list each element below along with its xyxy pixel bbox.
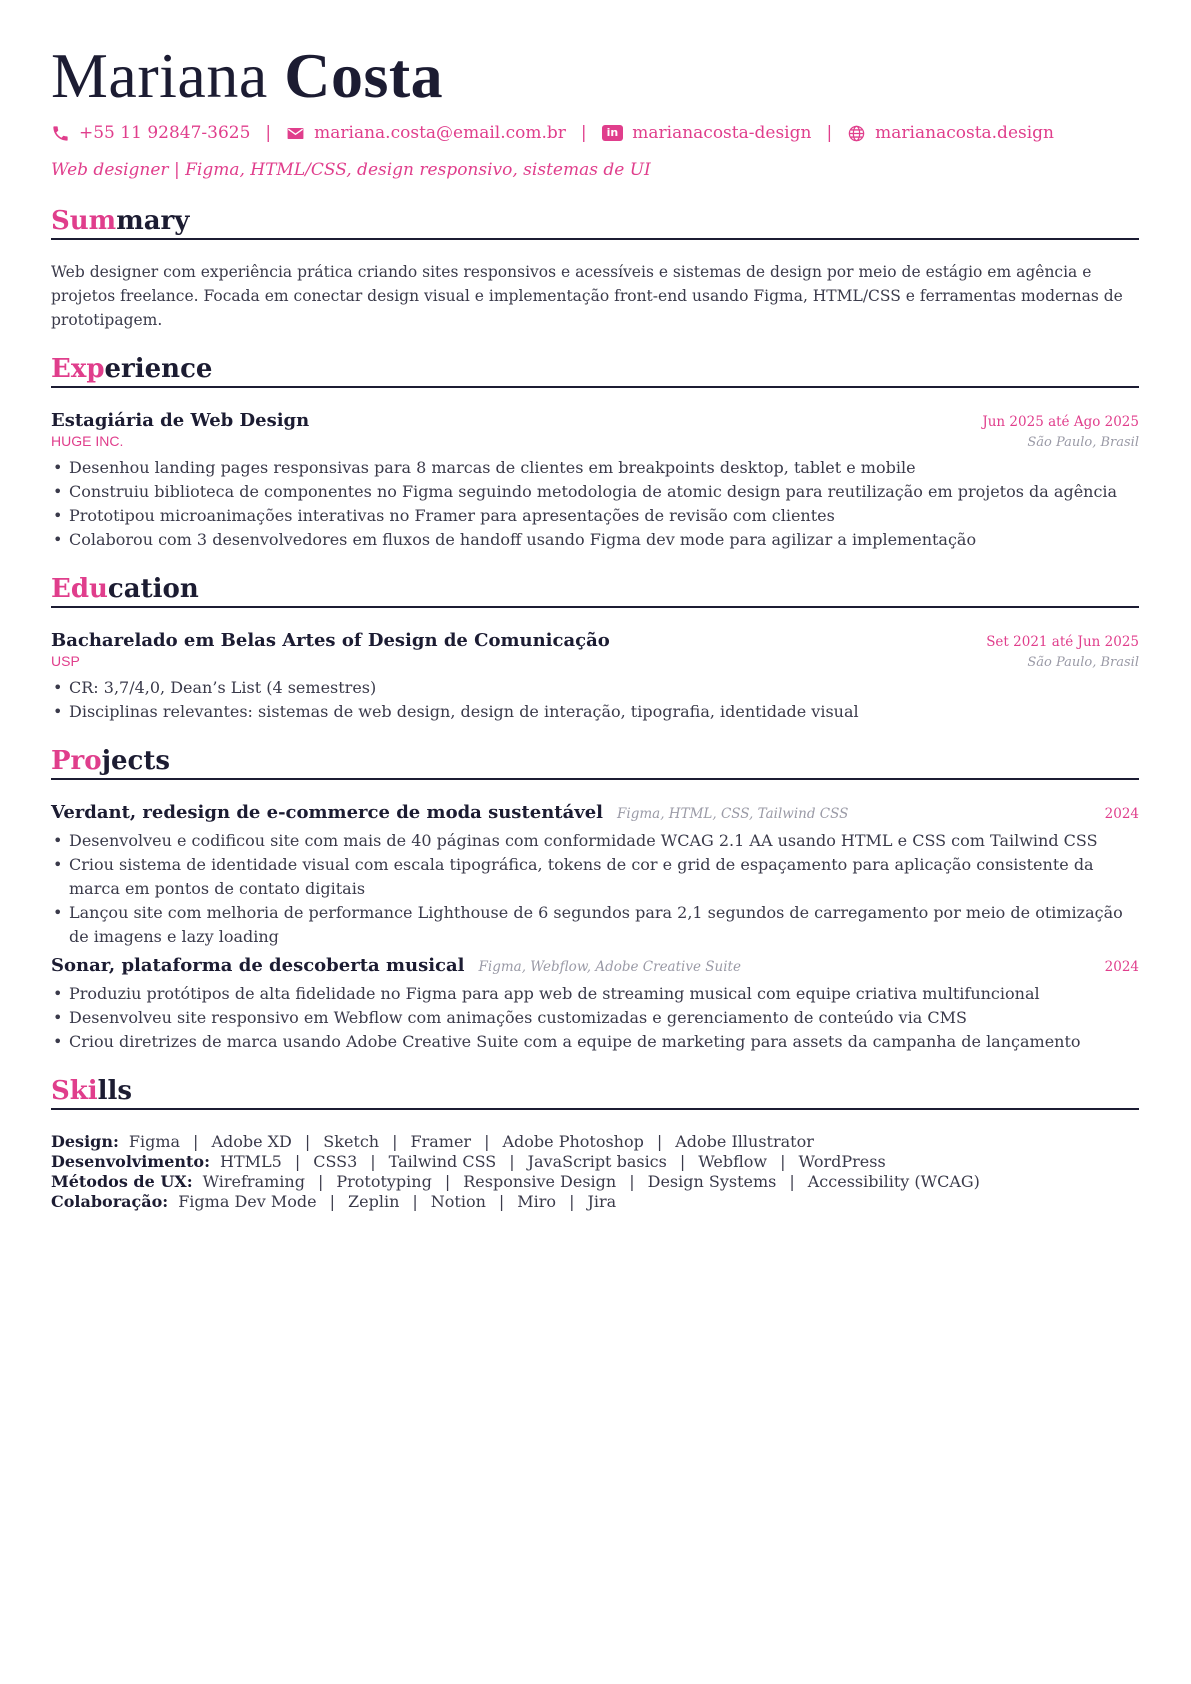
project-name: Sonar, plataforma de descoberta musical: [51, 955, 465, 976]
skill-separator: |: [392, 1132, 398, 1151]
list-item: • Desenhou landing pages responsivas para 8 marcas de clientes em breakpoints desktop, tablet e mobile: [51, 456, 1139, 480]
skill-item: Zeplin: [348, 1192, 400, 1211]
contact-website[interactable]: [847, 123, 1054, 143]
first-name: Mariana: [51, 40, 268, 111]
skill-item: Adobe Illustrator: [675, 1132, 814, 1151]
education-entry: [51, 630, 1139, 724]
globe-icon: [847, 124, 866, 143]
phone-text: +55 11 92847-3625: [79, 123, 251, 143]
section-title-experience: [51, 352, 1139, 388]
skill-item: Adobe Photoshop: [502, 1132, 644, 1151]
last-name: Costa: [284, 40, 444, 111]
section-title-summary: [51, 204, 1139, 240]
list-item: • Criou diretrizes de marca usando Adobe Creative Suite com a equipe de marketing para assets da campanha de lançamento: [51, 1030, 1139, 1054]
title-accent: Pro: [51, 746, 102, 776]
skill-category: Desenvolvimento:: [51, 1152, 211, 1171]
section-title-education: [51, 572, 1139, 608]
title-rest: lls: [97, 1076, 133, 1106]
skill-separator: |: [509, 1152, 515, 1171]
project-year: 2024: [1104, 806, 1139, 822]
email-text: mariana.costa@email.com.br: [314, 123, 566, 143]
title-rest: cation: [107, 574, 199, 604]
skill-category: Design:: [51, 1132, 119, 1151]
list-item: • Criou sistema de identidade visual com escala tipográfica, tokens de cor e grid de espaçamento para aplicação consistente da marca em pontos de contato digitais: [51, 853, 1139, 901]
education-bullets: [51, 676, 1139, 724]
skill-separator: |: [317, 1172, 324, 1191]
skill-separator: |: [629, 1172, 635, 1191]
title-rest: jects: [101, 746, 171, 776]
skill-separator: |: [789, 1172, 795, 1191]
experience-section: [51, 352, 1139, 552]
school-name: USP: [51, 653, 80, 669]
envelope-icon: [286, 124, 305, 143]
list-item: • Lançou site com melhoria de performance Lighthouse de 6 segundos para 2,1 segundos de carregamento por meio de otimização de imagens e lazy loading: [51, 901, 1139, 949]
company-name: HUGE INC.: [51, 433, 124, 449]
skill-separator: |: [329, 1192, 335, 1211]
skill-item: WordPress: [798, 1152, 886, 1171]
skill-row: [51, 1132, 1139, 1152]
contact-bar: [51, 120, 1139, 146]
job-bullets: [51, 456, 1139, 552]
project-name: Verdant, redesign de e-commerce de moda sustentável: [51, 802, 604, 823]
contact-phone[interactable]: [51, 123, 250, 143]
list-item: • Colaborou com 3 desenvolvedores em fluxos de handoff usando Figma dev mode para agilizar a implementação: [51, 528, 1139, 552]
project-year: 2024: [1104, 959, 1139, 975]
skill-separator: |: [484, 1132, 490, 1151]
skills-section: [51, 1074, 1139, 1212]
title-accent: Exp: [51, 354, 105, 384]
skill-item: Design Systems: [647, 1172, 777, 1191]
contact-linkedin[interactable]: [602, 123, 812, 143]
skill-item: Adobe XD: [211, 1132, 292, 1151]
skill-separator: |: [780, 1152, 786, 1171]
section-title-skills: [51, 1074, 1139, 1110]
list-item: • Desenvolveu site responsivo em Webflow com animações customizadas e gerenciamento de conteúdo via CMS: [51, 1006, 1139, 1030]
skill-item: Tailwind CSS: [388, 1152, 497, 1171]
skill-category: Métodos de UX:: [51, 1172, 193, 1191]
name-heading: [51, 40, 1139, 112]
list-item: • Construiu biblioteca de componentes no Figma seguindo metodologia de atomic design para reutilização em projetos da agência: [51, 480, 1139, 504]
title-accent: Edu: [51, 574, 108, 604]
summary-section: [51, 204, 1139, 332]
skill-row: [51, 1192, 1139, 1212]
skill-separator: |: [193, 1132, 199, 1151]
skill-item: HTML5: [220, 1152, 282, 1171]
linkedin-text: marianacosta-design: [632, 123, 812, 143]
skill-item: JavaScript basics: [527, 1152, 667, 1171]
degree-title: Bacharelado em Belas Artes of Design de Comunicação: [51, 630, 610, 651]
school-location: São Paulo, Brasil: [1027, 655, 1139, 670]
skills-list: [51, 1132, 1139, 1212]
skill-separator: |: [569, 1192, 575, 1211]
title-rest: mary: [116, 206, 190, 236]
skill-item: Wireframing: [202, 1172, 305, 1191]
list-item: • Desenvolveu e codificou site com mais de 40 páginas com conformidade WCAG 2.1 AA usando HTML e CSS com Tailwind CSS: [51, 829, 1139, 853]
experience-entry: [51, 410, 1139, 552]
section-title-projects: [51, 744, 1139, 780]
education-section: [51, 572, 1139, 724]
contact-separator: |: [580, 123, 587, 143]
skill-item: Jira: [587, 1192, 617, 1211]
project-tech: Figma, HTML, CSS, Tailwind CSS: [617, 806, 849, 822]
skill-item: Prototyping: [336, 1172, 432, 1191]
skill-category: Colaboração:: [51, 1192, 169, 1211]
website-text: marianacosta.design: [875, 123, 1054, 143]
project-tech: Figma, Webflow, Adobe Creative Suite: [478, 959, 741, 975]
skill-item: Responsive Design: [463, 1172, 617, 1191]
skill-separator: |: [412, 1192, 418, 1211]
contact-separator: |: [265, 123, 272, 143]
skill-separator: |: [656, 1132, 663, 1151]
list-item: • Disciplinas relevantes: sistemas de web design, design de interação, tipografia, identidade visual: [51, 700, 1139, 724]
skill-item: Miro: [517, 1192, 557, 1211]
skill-separator: |: [304, 1132, 311, 1151]
title-accent: Sum: [51, 206, 117, 236]
project-entry: [51, 955, 1139, 1054]
contact-email[interactable]: [286, 123, 566, 143]
job-location: São Paulo, Brasil: [1027, 435, 1139, 450]
skill-item: Webflow: [698, 1152, 768, 1171]
skill-item: Figma Dev Mode: [178, 1192, 317, 1211]
job-dates: Jun 2025 até Ago 2025: [982, 414, 1139, 430]
job-title: Estagiária de Web Design: [51, 410, 310, 431]
skill-item: Framer: [410, 1132, 472, 1151]
title-accent: Ski: [51, 1076, 98, 1106]
project-entry: [51, 802, 1139, 949]
list-item: • Prototipou microanimações interativas no Framer para apresentações de revisão com clientes: [51, 504, 1139, 528]
projects-section: [51, 744, 1139, 1054]
skill-separator: |: [370, 1152, 376, 1171]
skill-item: Figma: [128, 1132, 181, 1151]
skill-item: CSS3: [313, 1152, 358, 1171]
list-item: • Produziu protótipos de alta fidelidade no Figma para app web de streaming musical com equipe criativa multifuncional: [51, 982, 1139, 1006]
skill-separator: |: [294, 1152, 301, 1171]
project-bullets: [51, 829, 1139, 949]
skill-separator: |: [679, 1152, 686, 1171]
skill-row: [51, 1172, 1139, 1192]
contact-separator: |: [826, 123, 833, 143]
skill-item: Accessibility (WCAG): [807, 1172, 980, 1191]
skill-separator: |: [444, 1172, 451, 1191]
skill-item: Sketch: [323, 1132, 380, 1151]
linkedin-icon: in: [602, 125, 624, 141]
skill-separator: |: [498, 1192, 505, 1211]
title-rest: erience: [104, 354, 213, 384]
project-bullets: [51, 982, 1139, 1054]
skill-row: [51, 1152, 1139, 1172]
education-dates: Set 2021 até Jun 2025: [986, 634, 1139, 650]
summary-text: Web designer com experiência prática criando sites responsivos e acessíveis e sistemas de design por meio de estágio em agência e projetos freelance. Focada em conectar design visual e implementação front-end usando Figma, HTML/CSS e ferramentas modernas de prototipagem.: [51, 263, 1123, 329]
list-item: • CR: 3,7/4,0, Dean’s List (4 semestres): [51, 676, 1139, 700]
phone-icon: [51, 124, 70, 143]
skill-item: Notion: [430, 1192, 486, 1211]
tagline: Web designer | Figma, HTML/CSS, design responsivo, sistemas de UI: [51, 160, 651, 180]
